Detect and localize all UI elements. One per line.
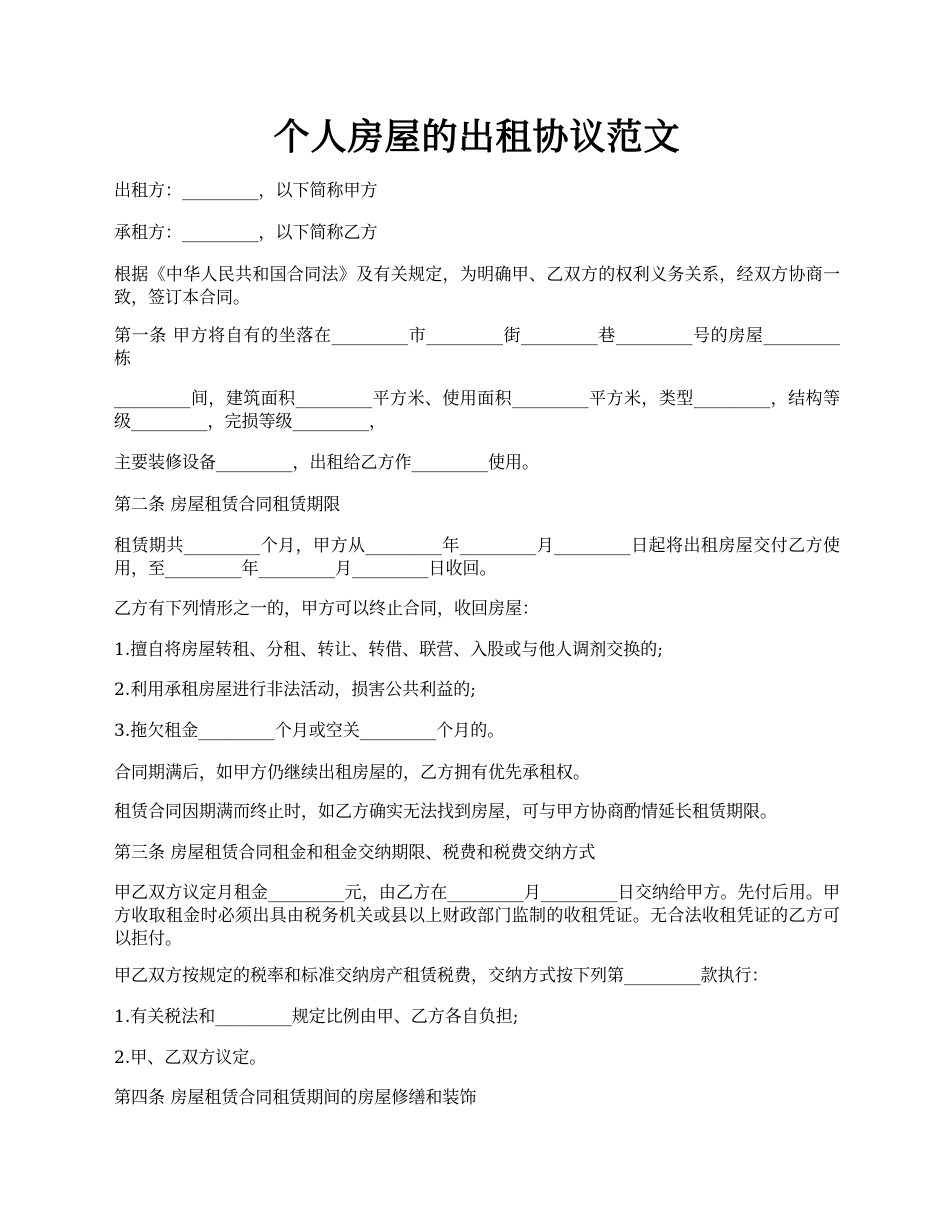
paragraph-termination-intro: 乙方有下列情形之一的，甲方可以终止合同，收回房屋：: [114, 599, 539, 619]
document-title: 个人房屋的出租协议范文: [273, 116, 681, 158]
paragraph-priority-right: 合同期满后，如甲方仍继续出租房屋的，乙方拥有优先承租权。: [114, 763, 590, 783]
paragraph-article-3-heading: 第三条 房屋租赁合同租金和租金交纳期限、税费和税费交纳方式: [114, 843, 596, 863]
paragraph-tax: 甲乙双方按规定的税率和标准交纳房产租赁税费，交纳方式按下列第_________款执行：: [114, 966, 769, 986]
paragraph-rent: 甲乙双方议定月租金_________元，由乙方在_________月_________日交纳给甲方。先付后用。甲方收取租金时必须出具由税务机关或县以上财政部门监制的收租凭证。无合法收租凭证的乙方可以拒付。: [114, 883, 840, 949]
paragraph-article-2-heading: 第二条 房屋租赁合同租赁期限: [114, 495, 341, 515]
paragraph-preamble: 根据《中华人民共和国合同法》及有关规定，为明确甲、乙双方的权利义务关系，经双方协商一致，签订本合同。: [114, 265, 840, 308]
paragraph-lessee: 承租方：_________，以下简称乙方: [114, 223, 378, 243]
paragraph-term: 租赁期共_________个月，甲方从_________年_________月_________日起将出租房屋交付乙方使用，至_________年_________月_________日收回。: [114, 536, 840, 579]
paragraph-tax-1: 1.有关税法和_________规定比例由甲、乙方各自负担;: [114, 1007, 519, 1027]
paragraph-termination-1: 1.擅自将房屋转租、分租、转让、转借、联营、入股或与他人调剂交换的;: [114, 640, 663, 660]
paragraph-lessor: 出租方：_________，以下简称甲方: [114, 181, 378, 201]
paragraph-termination-2: 2.利用承租房屋进行非法活动，损害公共利益的;: [114, 680, 476, 700]
paragraph-extension: 租赁合同因期满而终止时，如乙方确实无法找到房屋，可与甲方协商酌情延长租赁期限。: [114, 802, 777, 822]
paragraph-termination-3: 3.拖欠租金_________个月或空关_________个月的。: [114, 721, 505, 741]
document-page: [114, 0, 840, 1230]
paragraph-article-4-heading: 第四条 房屋租赁合同租赁期间的房屋修缮和装饰: [114, 1088, 477, 1108]
paragraph-article-1: 第一条 甲方将自有的坐落在_________市_________街_________巷_________号的房屋_________栋: [114, 326, 840, 369]
paragraph-fittings: 主要装修设备_________，出租给乙方作_________使用。: [114, 453, 539, 473]
paragraph-area: _________间，建筑面积_________平方米、使用面积_________平方米，类型_________，结构等级_________，完损等级_________，: [114, 389, 840, 432]
paragraph-tax-2: 2.甲、乙双方议定。: [114, 1048, 267, 1068]
